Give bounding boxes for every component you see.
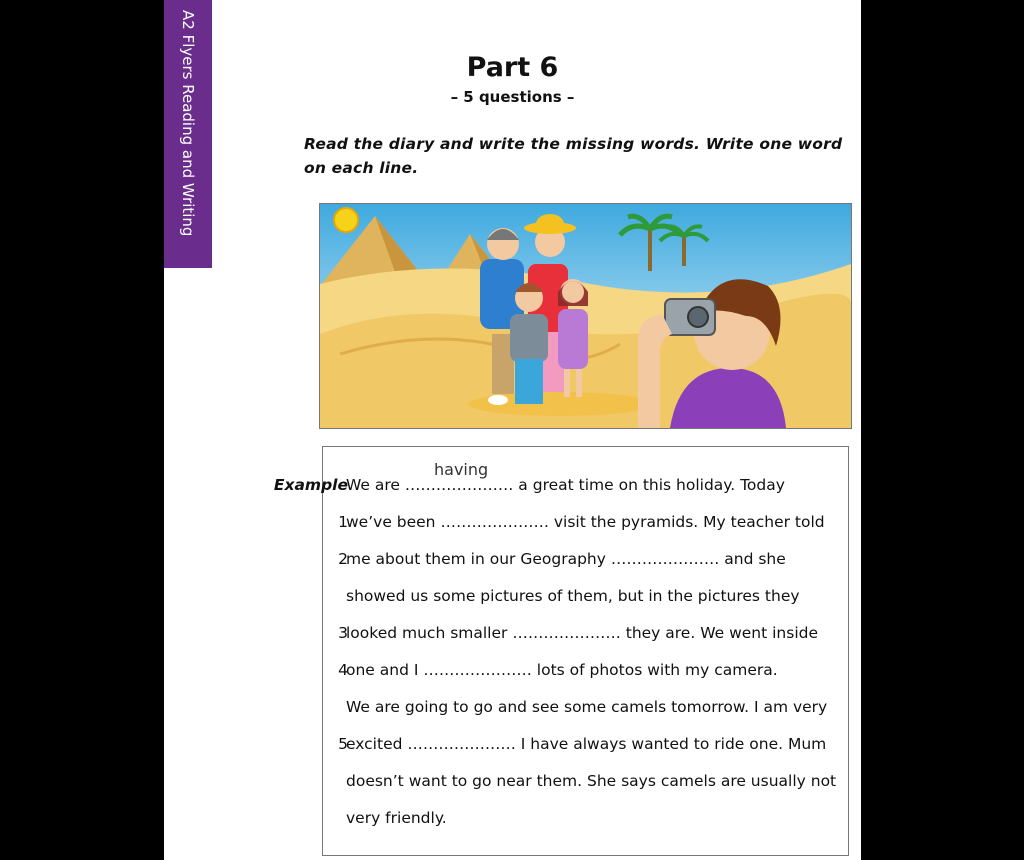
diary-row <box>164 460 854 513</box>
row-label: 2 <box>338 550 348 568</box>
row-text: We are ………………… a great time on this holiday. Today having <box>346 460 785 494</box>
row-label: Example <box>273 476 348 494</box>
row-text: doesn’t want to go near them. She says camels are usually not <box>346 772 837 790</box>
sun-icon <box>334 208 358 232</box>
diary-row <box>164 735 854 772</box>
diary-row <box>164 772 854 809</box>
instruction-text: Read the diary and write the missing words. Write one word on each line. <box>304 135 843 177</box>
diary-row <box>164 587 854 624</box>
row-text[interactable]: we’ve been ………………… visit the pyramids. My teacher told <box>346 513 825 531</box>
side-tab <box>164 0 212 268</box>
row-label: 5 <box>338 735 348 753</box>
diary-row <box>164 809 854 846</box>
boy-figure <box>510 283 548 404</box>
diary-row <box>164 513 854 550</box>
diary-row <box>164 624 854 661</box>
row-text: showed us some pictures of them, but in the pictures they <box>346 587 800 605</box>
diary-row <box>164 661 854 698</box>
worksheet-page <box>164 0 861 860</box>
example-answer: having <box>434 460 489 479</box>
page-title: Part 6 <box>466 52 559 83</box>
row-text[interactable]: one and I ………………… lots of photos with my camera. <box>346 661 778 679</box>
row-text[interactable]: me about them in our Geography ………………… and she <box>346 550 786 568</box>
diary-row <box>164 550 854 587</box>
egypt-family-illustration <box>319 203 852 429</box>
row-text: We are going to go and see some camels tomorrow. I am very <box>346 698 828 716</box>
row-label: 1 <box>338 513 348 531</box>
page-subtitle: – 5 questions – <box>450 88 575 106</box>
row-text: very friendly. <box>346 809 447 827</box>
side-tab-label: A2 Flyers Reading and Writing <box>179 10 197 237</box>
row-label: 3 <box>338 624 348 642</box>
row-text[interactable]: excited ………………… I have always wanted to ride one. Mum <box>346 735 827 753</box>
row-label: 4 <box>338 661 348 679</box>
diary-row <box>164 698 854 735</box>
row-text[interactable]: looked much smaller ………………… they are. We went inside <box>346 624 819 642</box>
